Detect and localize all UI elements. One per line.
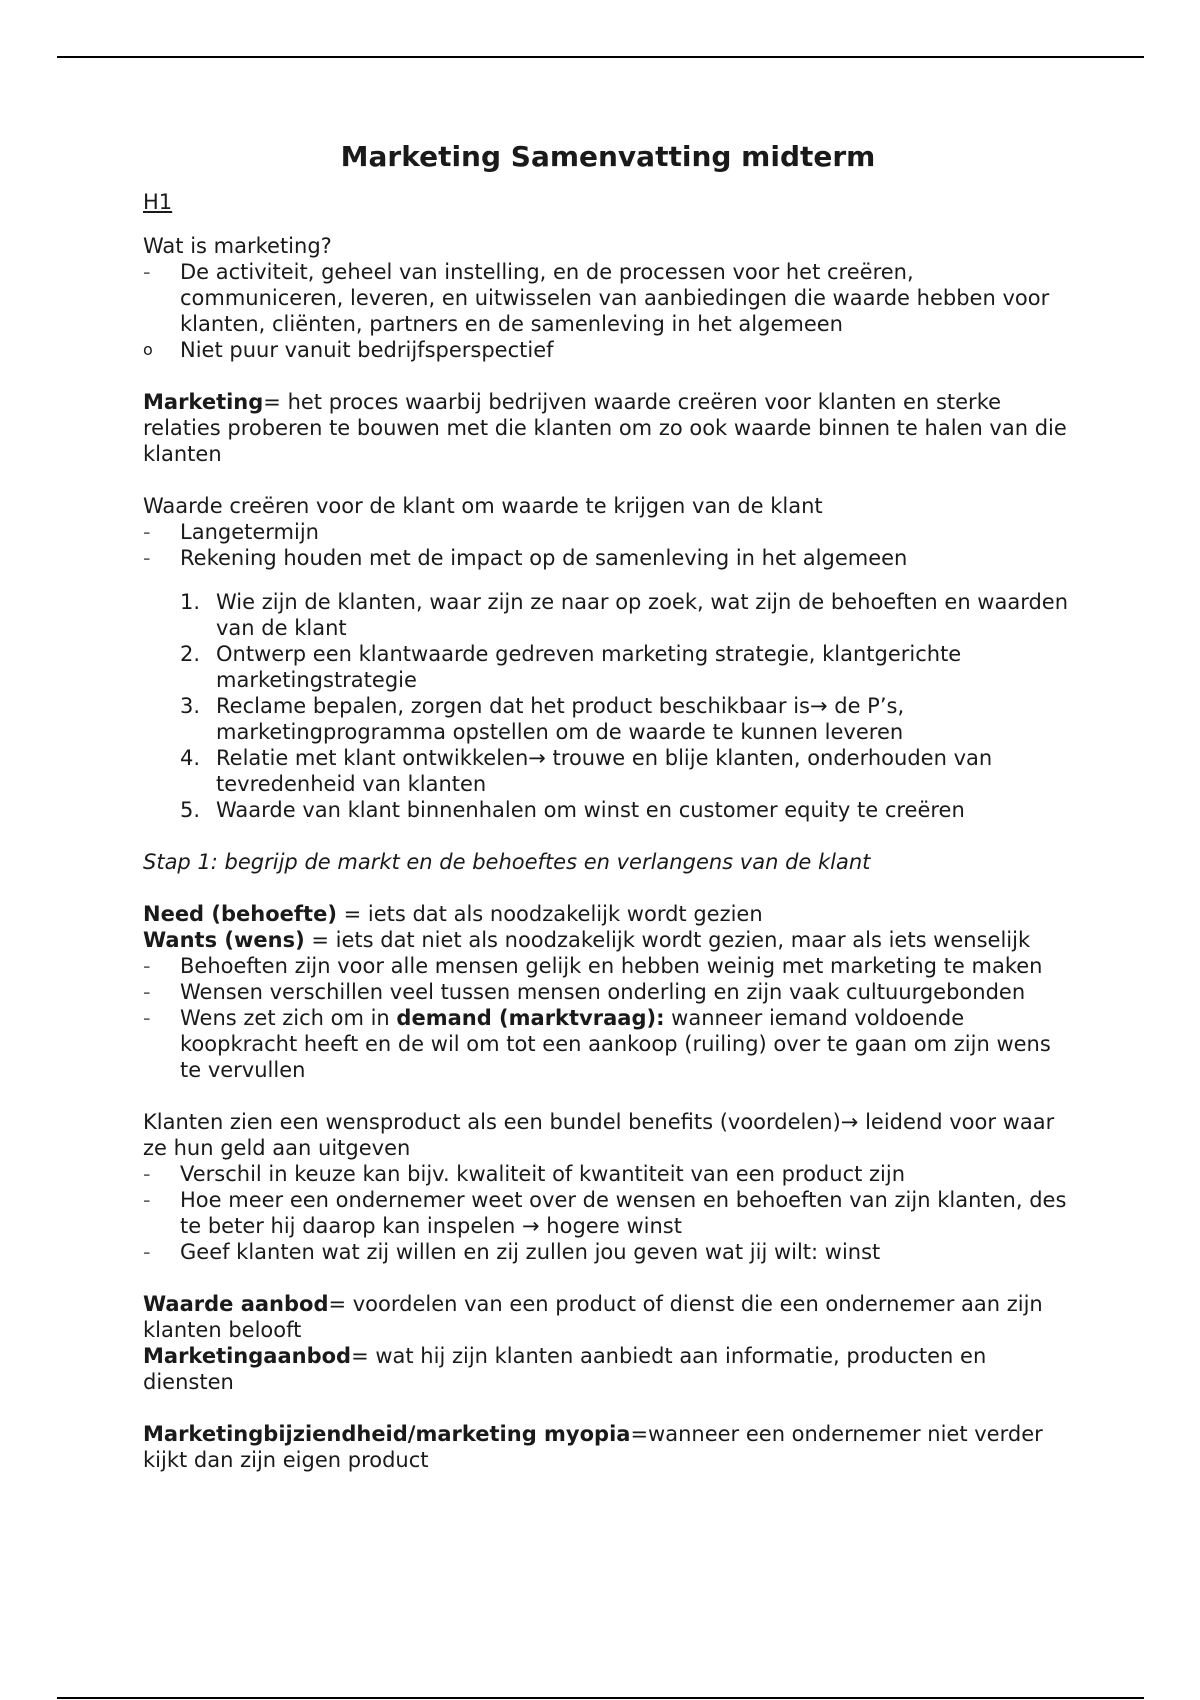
term: Marketingbijziendheid/marketing myopia: [143, 1422, 631, 1446]
list-item: [143, 1239, 1073, 1265]
chapter-heading: H1: [143, 190, 173, 214]
step-text: Ontwerp een klantwaarde gedreven marketing strategie, klantgerichte marketingstrategie: [216, 642, 962, 692]
term: Waarde aanbod: [143, 1292, 329, 1316]
definition-text: = iets dat als noodzakelijk wordt gezien: [336, 902, 763, 926]
dash-bullet: -: [143, 1162, 151, 1186]
dash-bullet: -: [143, 520, 151, 544]
list-item-text: Wens zet zich om in demand (marktvraag): wanneer iemand voldoende koopkracht heeft en de wil om tot een aankoop (ruiling) over te gaan om zijn wens te vervullen: [180, 1006, 1051, 1082]
list-item: [143, 519, 1073, 545]
step-item: [180, 797, 1073, 823]
step-item: [180, 641, 1073, 693]
dash-bullet: -: [143, 1240, 151, 1264]
list-item-text: Verschil in keuze kan bijv. kwaliteit of kwantiteit van een product zijn: [180, 1162, 906, 1186]
definition-marketingaanbod: [143, 1343, 1073, 1395]
term: Wants (wens): [143, 928, 305, 952]
list-item-text: Hoe meer een ondernemer weet over de wensen en behoeften van zijn klanten, des te beter hij daarop kan inspelen → hogere winst: [180, 1188, 1067, 1238]
waarde-intro: Waarde creëren voor de klant om waarde te krijgen van de klant: [143, 494, 823, 518]
definition-wants: [143, 927, 1073, 953]
step-number: 1.: [180, 590, 201, 614]
definition-waarde-aanbod: [143, 1291, 1073, 1343]
header-rule: [57, 56, 1144, 58]
definition-need: [143, 901, 1073, 927]
dash-bullet: -: [143, 1188, 151, 1212]
definition-marketing: [143, 389, 1073, 467]
list-item: [143, 545, 1073, 571]
page-title: Marketing Samenvatting midterm: [340, 140, 876, 173]
steps-list: [143, 589, 1073, 823]
dash-bullet: -: [143, 980, 151, 1004]
step-text: Waarde van klant binnenhalen om winst en customer equity te creëren: [216, 798, 965, 822]
list-item-text: De activiteit, geheel van instelling, en de processen voor het creëren, communiceren, leveren, en uitwisselen van aanbiedingen die waarde hebben voor klanten, cliënten, partners en de samenleving in het algemeen: [180, 260, 1050, 336]
dash-bullet: -: [143, 1006, 151, 1030]
step-text: Reclame bepalen, zorgen dat het product beschikbaar is→ de P’s, marketingprogramma opstellen om de waarde te kunnen leveren: [216, 694, 905, 744]
step-number: 4.: [180, 746, 201, 770]
list-item: [143, 1161, 1073, 1187]
list-item-text: Geef klanten wat zij willen en zij zullen jou geven wat jij wilt: winst: [180, 1240, 881, 1264]
dash-bullet: -: [143, 260, 151, 284]
step-item: [180, 745, 1073, 797]
list-item: [143, 979, 1073, 1005]
step-text: Wie zijn de klanten, waar zijn ze naar op zoek, wat zijn de behoeften en waarden van de klant: [216, 590, 1069, 640]
definition-myopia: [143, 1421, 1073, 1473]
list-item: [143, 1187, 1073, 1239]
document-body: [143, 139, 1073, 1473]
step-number: 5.: [180, 798, 201, 822]
definition-text: = het proces waarbij bedrijven waarde creëren voor klanten en sterke relaties proberen te bouwen met die klanten om zo ook waarde binnen te halen van die klanten: [143, 390, 1067, 466]
dash-bullet: -: [143, 546, 151, 570]
term: demand (marktvraag):: [396, 1006, 665, 1030]
klanten-intro: Klanten zien een wensproduct als een bundel benefits (voordelen)→ leidend voor waar ze hun geld aan uitgeven: [143, 1110, 1055, 1160]
list-item: [143, 953, 1073, 979]
list-item-text: Behoeften zijn voor alle mensen gelijk en hebben weinig met marketing te maken: [180, 954, 1043, 978]
question-what-is-marketing: Wat is marketing?: [143, 234, 332, 258]
step-number: 3.: [180, 694, 201, 718]
term: Need (behoefte): [143, 902, 337, 926]
step-item: [180, 589, 1073, 641]
step-item: [180, 693, 1073, 745]
circle-bullet: o: [143, 340, 153, 359]
list-item: [143, 337, 1073, 363]
definition-text: = voordelen van een product of dienst die een ondernemer aan zijn klanten belooft: [143, 1292, 1043, 1342]
term: Marketingaanbod: [143, 1344, 352, 1368]
dash-bullet: -: [143, 954, 151, 978]
list-item-text: Langetermijn: [180, 520, 319, 544]
list-item: [143, 259, 1073, 337]
definition-text: = wat hij zijn klanten aanbiedt aan informatie, producten en diensten: [143, 1344, 987, 1394]
definition-text: = iets dat niet als noodzakelijk wordt gezien, maar als iets wenselijk: [304, 928, 1031, 952]
list-item-text: Rekening houden met de impact op de samenleving in het algemeen: [180, 546, 908, 570]
list-item-text: Wensen verschillen veel tussen mensen onderling en zijn vaak cultuurgebonden: [180, 980, 1026, 1004]
footer-rule: [57, 1697, 1144, 1699]
stap-1-heading: Stap 1: begrijp de markt en de behoeftes en verlangens van de klant: [143, 850, 871, 874]
term: Marketing: [143, 390, 264, 414]
step-number: 2.: [180, 642, 201, 666]
step-text: Relatie met klant ontwikkelen→ trouwe en blije klanten, onderhouden van tevredenheid van klanten: [216, 746, 993, 796]
definition-text: =wanneer een ondernemer niet verder kijkt dan zijn eigen product: [143, 1422, 1043, 1472]
list-item: [143, 1005, 1073, 1083]
list-item-text: Niet puur vanuit bedrijfsperspectief: [180, 338, 554, 362]
